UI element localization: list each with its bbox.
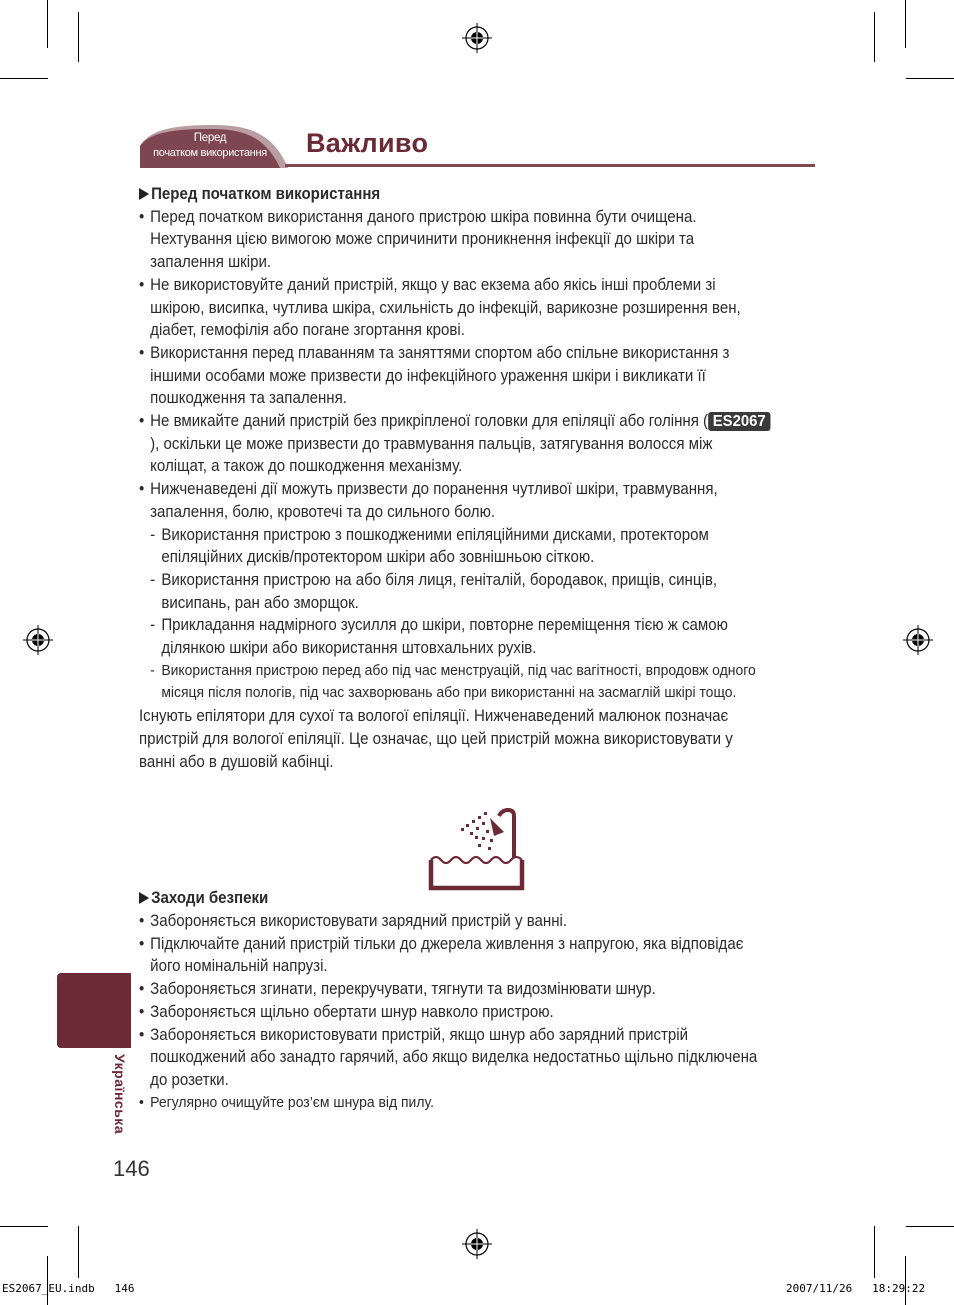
list-item: • Забороняється використовувати зарядний пристрій у ванні. — [139, 911, 568, 930]
language-tab — [57, 973, 131, 1048]
list-item-text: Не використовуйте даний пристрій, якщо у вас екзема або якісь інші проблеми зі шкірою, висипка, чутлива шкіра, схильність до інфекцій, варикозне розширення вен, діабет, гемофілія або погане згортання крові. — [150, 275, 741, 340]
crop-mark — [47, 0, 48, 48]
list-item-text: Регулярно очищуйте роз’єм шнура від пилу. — [150, 1093, 434, 1111]
list-item: • Не використовуйте даний пристрій, якщо у вас екзема або якісь інші проблеми зі шкірою, висипка, чутлива шкіра, схильність до інфекцій, варикозне розширення вен, діабет, гемофілія або погане згортання крові. — [139, 275, 741, 340]
crop-mark — [874, 1226, 875, 1278]
crop-mark — [78, 1226, 79, 1278]
sub-list-item-text: Використання пристрою перед або під час менструацій, під час вагітності, впродовж одного місяця після пологів, під час захворювань або при використанні на засмаглій шкірі тощо. — [161, 661, 756, 702]
crop-mark — [0, 78, 48, 79]
list-item: • Забороняється щільно обертати шнур навколо пристрою. — [139, 1002, 554, 1021]
list-item: • Нижченаведені дії можуть призвести до поранення чутливої шкіри, травмування, запалення, болю, кровотечі та до сильного болю. — [139, 480, 718, 521]
crop-mark — [905, 0, 906, 48]
crop-mark — [78, 12, 79, 62]
list-item: • Регулярно очищуйте роз’єм шнура від пилу. — [139, 1093, 434, 1111]
crop-mark — [906, 78, 954, 79]
footer-file: ES2067_EU.indb 146 — [2, 1282, 135, 1295]
crop-mark — [874, 12, 875, 62]
list-item-text: Забороняється використовувати зарядний пристрій у ванні. — [150, 911, 568, 930]
list-item-text: Забороняється використовувати пристрій, якщо шнур або зарядний пристрій пошкоджений або занадто гарячий, або якщо виделка недостатньо щільно підключена до розетки. — [150, 1025, 758, 1089]
sub-list-item: - Використання пристрою з пошкодженими епіляційними дисками, протектором епіляційних дисків/протектором шкіри або зовнішньою сіткою. — [150, 525, 709, 567]
list-item-text: Нижченаведені дії можуть призвести до поранення чутливої шкіри, травмування, запалення, болю, кровотечі та до сильного болю. — [150, 480, 718, 521]
crop-mark — [47, 1256, 48, 1305]
section-heading-text: Перед початком використання — [151, 185, 381, 203]
registration-mark-icon — [23, 625, 53, 655]
section-tab-label — [140, 131, 280, 161]
crop-mark — [905, 1256, 906, 1305]
tab-label-line: Перед — [193, 132, 227, 144]
page-number: 146 — [113, 1156, 150, 1181]
tab-label-line: початком використання — [153, 147, 267, 159]
registration-mark-icon — [903, 625, 933, 655]
main-content — [139, 183, 771, 1114]
list-item-text: ), оскільки це може призвести до травмування пальців, затягування волосся між коліщат, а також до пошкодження механізму. — [150, 434, 713, 476]
bath-shower-icon — [428, 808, 526, 892]
triangle-icon — [139, 892, 149, 904]
sub-list-item-text: Використання пристрою з пошкодженими епіляційними дисками, протектором епіляційних дисків/протектором шкіри або зовнішньою сіткою. — [161, 525, 709, 567]
section-heading-text: Заходи безпеки — [151, 889, 269, 908]
list-item: • Забороняється згинати, перекручувати, тягнути та видозмінювати шнур. — [139, 980, 656, 999]
section-heading — [139, 183, 771, 206]
list-item-text: Підключайте даний пристрій тільки до джерела живлення з напругою, яка відповідає його номінальній напрузі. — [150, 934, 744, 976]
list-item: • Перед початком використання даного пристрою шкіра повинна бути очищена. Нехтування цією вимогою може спричинити проникнення інфекції до шкіри та запалення шкіри. — [139, 207, 697, 272]
list-item: • Підключайте даний пристрій тільки до джерела живлення з напругою, яка відповідає його номінальній напрузі. — [139, 934, 744, 976]
list-item-text: Перед початком використання даного пристрою шкіра повинна бути очищена. Нехтування цією вимогою може спричинити проникнення інфекції до шкіри та запалення шкіри. — [150, 207, 697, 272]
list-item: • Забороняється використовувати пристрій, якщо шнур або зарядний пристрій пошкоджений або занадто гарячий, або якщо виделка недостатньо щільно підключена до розетки. — [139, 1025, 758, 1089]
sub-list-item: - Використання пристрою на або біля лиця, геніталій, бородавок, прищів, синців, висипань, ран або зморщок. — [150, 570, 718, 612]
paragraph: Існують епілятори для сухої та вологої епіляції. Нижченаведений малюнок позначає пристрій для вологої епіляції. Це означає, що цей пристрій можна використовувати у ванні або в душовій кабінці. — [139, 707, 733, 771]
sub-list-item-text: Використання пристрою на або біля лиця, геніталій, бородавок, прищів, синців, висипань, ран або зморщок. — [161, 570, 718, 612]
sub-list-item: - Використання пристрою перед або під час менструацій, під час вагітності, впродовж одного місяця після пологів, під час захворювань або при використанні на засмаглій шкірі тощо. — [150, 661, 756, 702]
sub-list-item-text: Прикладання надмірного зусилля до шкіри, повторне переміщення тією ж самою ділянкою шкіри або використання штовхальних рухів. — [161, 616, 728, 658]
list-item-text: Використання перед плаванням та заняттями спортом або спільне використання з іншими особами може призвести до інфекційного ураження шкіри і викликати її пошкодження та запалення. — [150, 343, 730, 408]
language-label: Українська — [112, 1054, 128, 1135]
list-item-text: Забороняється щільно обертати шнур навколо пристрою. — [150, 1002, 554, 1021]
sub-list-item: - Прикладання надмірного зусилля до шкіри, повторне переміщення тією ж самою ділянкою шкіри або використання штовхальних рухів. — [150, 616, 728, 658]
model-badge: ES2067 — [708, 412, 770, 431]
footer-date: 2007/11/26 18:29:22 — [786, 1282, 926, 1295]
page-title: Важливо — [306, 128, 429, 158]
registration-mark-icon — [462, 23, 492, 53]
title-rule — [285, 164, 815, 167]
list-item: • Не вмикайте даний пристрій без прикріпленої головки для епіляції або гоління ( ES2067), оскільки це може призвести до травмування пальців, затягування волосся між коліщат, а також до пошкодження механізму. — [139, 410, 771, 478]
triangle-icon — [139, 188, 149, 200]
crop-mark — [906, 1226, 954, 1227]
registration-mark-icon — [462, 1229, 492, 1259]
list-item-text: Не вмикайте даний пристрій без прикріпленої головки для епіляції або гоління ( — [150, 412, 709, 431]
crop-mark — [0, 1226, 48, 1227]
list-item: • Використання перед плаванням та заняттями спортом або спільне використання з іншими особами може призвести до інфекційного ураження шкіри і викликати її пошкодження та запалення. — [139, 343, 730, 408]
list-item-text: Забороняється згинати, перекручувати, тягнути та видозмінювати шнур. — [150, 980, 656, 999]
